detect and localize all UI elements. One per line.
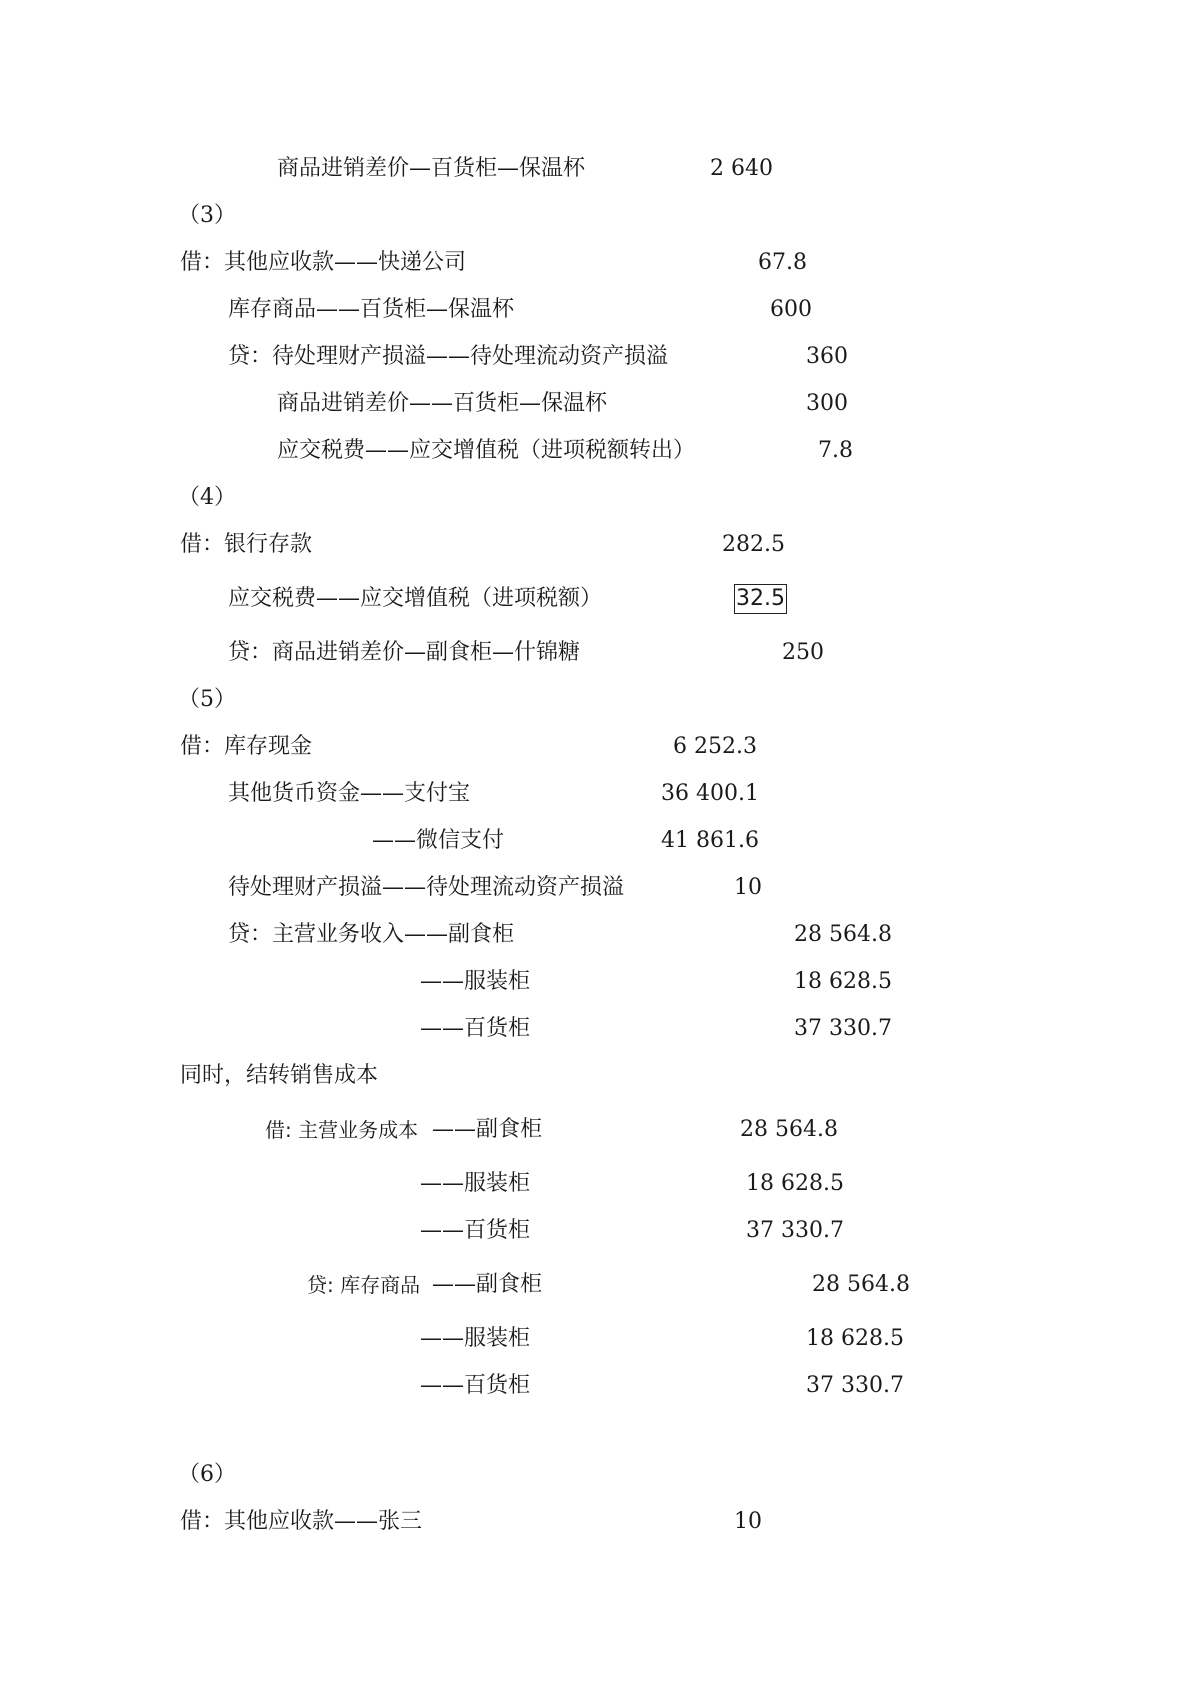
entry-amount: 67.8 bbox=[758, 250, 807, 275]
note-text: 同时，结转销售成本 bbox=[180, 1063, 379, 1088]
entry-account: 应交税费——应交增值税（进项税额转出） bbox=[277, 438, 696, 463]
entry-amount: 28 564.8 bbox=[812, 1272, 910, 1297]
entry-account-prefix: 贷: 库存商品 bbox=[307, 1273, 421, 1297]
entry-account: 商品进销差价——百货柜—保温杯 bbox=[277, 391, 608, 416]
entry-account-prefix: 借: 主营业务成本 bbox=[265, 1118, 419, 1142]
entry-amount: 36 400.1 bbox=[661, 781, 759, 806]
entry-amount: 37 330.7 bbox=[746, 1218, 844, 1243]
entry-account: ——服装柜 bbox=[420, 969, 531, 994]
entry-account: ——微信支付 bbox=[372, 828, 505, 853]
entry-account: ——服装柜 bbox=[420, 1326, 531, 1351]
entry-amount: 18 628.5 bbox=[806, 1326, 904, 1351]
entry-account: ——百货柜 bbox=[420, 1218, 531, 1243]
entry-amount: 10 bbox=[734, 875, 762, 900]
boxed-amount: 32.5 bbox=[734, 584, 787, 614]
entry-account: 贷：待处理财产损溢——待处理流动资产损溢 bbox=[228, 344, 669, 369]
entry-account: 商品进销差价—百货柜—保温杯 bbox=[277, 156, 586, 181]
section-number: （3） bbox=[178, 203, 236, 228]
section-number: （6） bbox=[178, 1462, 236, 1487]
entry-amount: 37 330.7 bbox=[806, 1373, 904, 1398]
entry-account: 借：银行存款 bbox=[180, 532, 313, 557]
entry-amount: 28 564.8 bbox=[794, 922, 892, 947]
entry-amount: 10 bbox=[734, 1509, 762, 1534]
entry-account: ——百货柜 bbox=[420, 1373, 531, 1398]
entry-amount: 41 861.6 bbox=[661, 828, 759, 853]
section-number: （5） bbox=[178, 687, 236, 712]
entry-account: ——副食柜 bbox=[432, 1117, 543, 1142]
entry-account: 其他货币资金——支付宝 bbox=[228, 781, 471, 806]
entry-account: 待处理财产损溢——待处理流动资产损溢 bbox=[228, 875, 625, 900]
entry-amount: 37 330.7 bbox=[794, 1016, 892, 1041]
entry-account: 借：库存现金 bbox=[180, 734, 313, 759]
entry-amount: 300 bbox=[806, 391, 848, 416]
entry-amount: 600 bbox=[770, 297, 812, 322]
entry-account: ——服装柜 bbox=[420, 1171, 531, 1196]
entry-amount: 6 252.3 bbox=[673, 734, 757, 759]
entry-account: ——百货柜 bbox=[420, 1016, 531, 1041]
entry-account: 库存商品——百货柜—保温杯 bbox=[228, 297, 515, 322]
entry-account: 借：其他应收款——快递公司 bbox=[180, 250, 467, 275]
entry-account: 应交税费——应交增值税（进项税额） bbox=[228, 586, 603, 611]
entry-amount: 18 628.5 bbox=[794, 969, 892, 994]
entry-amount: 7.8 bbox=[818, 438, 853, 463]
entry-account: 贷：商品进销差价—副食柜—什锦糖 bbox=[228, 640, 581, 665]
entry-amount: 250 bbox=[782, 640, 824, 665]
entry-amount: 18 628.5 bbox=[746, 1171, 844, 1196]
entry-amount: 282.5 bbox=[722, 532, 785, 557]
entry-account: 借：其他应收款——张三 bbox=[180, 1509, 423, 1534]
section-number: （4） bbox=[178, 485, 236, 510]
entry-amount: 28 564.8 bbox=[740, 1117, 838, 1142]
entry-account: ——副食柜 bbox=[432, 1272, 543, 1297]
entry-amount: 2 640 bbox=[710, 156, 773, 181]
entry-amount: 360 bbox=[806, 344, 848, 369]
entry-account: 贷：主营业务收入——副食柜 bbox=[228, 922, 515, 947]
